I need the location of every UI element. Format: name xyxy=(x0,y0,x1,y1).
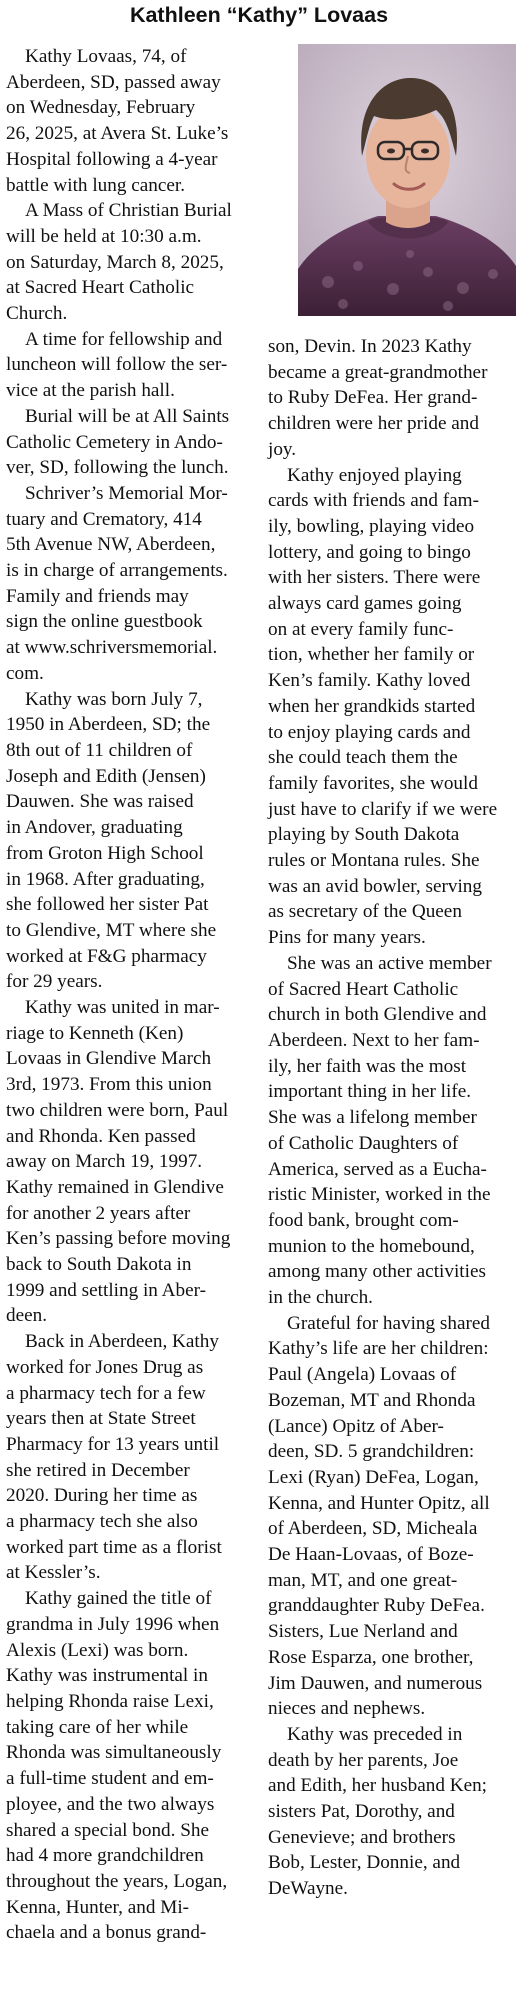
text-column-right xyxy=(268,334,518,1902)
obituary-title: Kathleen “Kathy” Lovaas xyxy=(129,3,389,27)
paragraph-survivors: Grateful for having shared Kathy’s life are her children: Paul (Angela) Lovaas of Bozeman, MT and Rhonda (Lance) Opitz of Aber- deen, SD. 5 grandchildren: Lexi (Ryan) DeFea, Logan, Kenna, and Hunter Opitz, all of Aberdeen, SD, Micheala De Haan-Lovaas, of Boze- man, MT, and one great- granddaughter Ruby DeFea. Sisters, Lue Nerland and Rose Esparza, one brother, Jim Dauwen, and numerous nieces and nephews. xyxy=(268,1312,490,1720)
paragraph-arrangements: Schriver’s Memorial Mor- tuary and Crematory, 414 5th Avenue NW, Aberdeen, is in charge of arrangements. Family and friends may sign the online guestbook at www.schriversmemorial. com. xyxy=(6,482,228,684)
paragraph-death-notice: Kathy Lovaas, 74, of Aberdeen, SD, passed away on Wednesday, February 26, 2025, at Avera St. Luke’s Hospital following a 4-year battle with lung cancer. xyxy=(6,46,229,196)
paragraph-luncheon: A time for fellowship and luncheon will follow the ser- vice at the parish hall. xyxy=(6,328,228,402)
paragraph-career: Back in Aberdeen, Kathy worked for Jones Drug as a pharmacy tech for a few years then at State Street Pharmacy for 13 years until she retired in December 2020. During her time as a pharmacy tech she also worked part time as a florist at Kessler’s. xyxy=(6,1331,222,1584)
paragraph-faith: She was an active member of Sacred Heart Catholic church in both Glendive and Aberdeen. Next to her fam- ily, her faith was the most important thing in her life. She was a lifelong member of Catholic Daughters of America, served as a Eucha- ristic Minister, worked in the food bank, brought com- munion to the homebound, among many other activities in the church. xyxy=(268,952,492,1309)
paragraph-burial: Burial will be at All Saints Catholic Cemetery in Ando- ver, SD, following the lunch. xyxy=(6,405,230,479)
portrait-illustration xyxy=(298,44,516,316)
paragraph-grandchildren: Kathy gained the title of grandma in July 1996 when Alexis (Lexi) was born. Kathy was instrumental in helping Rhonda raise Lexi, taking care of her while Rhonda was simultaneously a full-time student and em- ployee, and the two always shared a special bond. She had 4 more grandchildren throughout the years, Logan, Kenna, Hunter, and Mi- chaela and a bonus grand- xyxy=(6,1588,228,1944)
paragraph-grandchildren-continued: son, Devin. In 2023 Kathy became a great-grandmother to Ruby DeFea. Her grand- children were her pride and joy. xyxy=(268,336,488,460)
portrait-photo xyxy=(298,44,516,316)
paragraph-mass: A Mass of Christian Burial will be held at 10:30 a.m. on Saturday, March 8, 2025, at Sacred Heart Catholic Church. xyxy=(6,200,232,325)
text-column-left xyxy=(6,44,292,1946)
paragraph-hobbies: Kathy enjoyed playing cards with friends and fam- ily, bowling, playing video lottery, and going to bingo with her sisters. There were always card games going on at every family func- tion, whether her family or Ken’s family. Kathy loved when her grandkids started to enjoy playing cards and she could teach them the family favorites, she would just have to clarify if we were playing by South Dakota rules or Montana rules. She was an avid bowler, serving as secretary of the Queen Pins for many years. xyxy=(268,464,498,949)
paragraph-early-life: Kathy was born July 7, 1950 in Aberdeen, SD; the 8th out of 11 children of Joseph and Edith (Jensen) Dauwen. She was raised in Andover, graduating from Groton High School in 1968. After graduating, she followed her sister Pat to Glendive, MT where she worked at F&G pharmacy for 29 years. xyxy=(6,688,217,993)
paragraph-preceded: Kathy was preceded in death by her parents, Joe and Edith, her husband Ken; sisters Pat, Dorothy, and Genevieve; and brothers Bob, Lester, Donnie, and DeWayne. xyxy=(268,1723,488,1900)
paragraph-marriage: Kathy was united in mar- riage to Kenneth (Ken) Lovaas in Glendive March 3rd, 1973. From this union two children were born, Paul and Rhonda. Ken passed away on March 19, 1997. Kathy remained in Glendive for another 2 years after Ken’s passing before moving back to South Dakota in 1999 and settling in Aber- deen. xyxy=(6,997,231,1327)
